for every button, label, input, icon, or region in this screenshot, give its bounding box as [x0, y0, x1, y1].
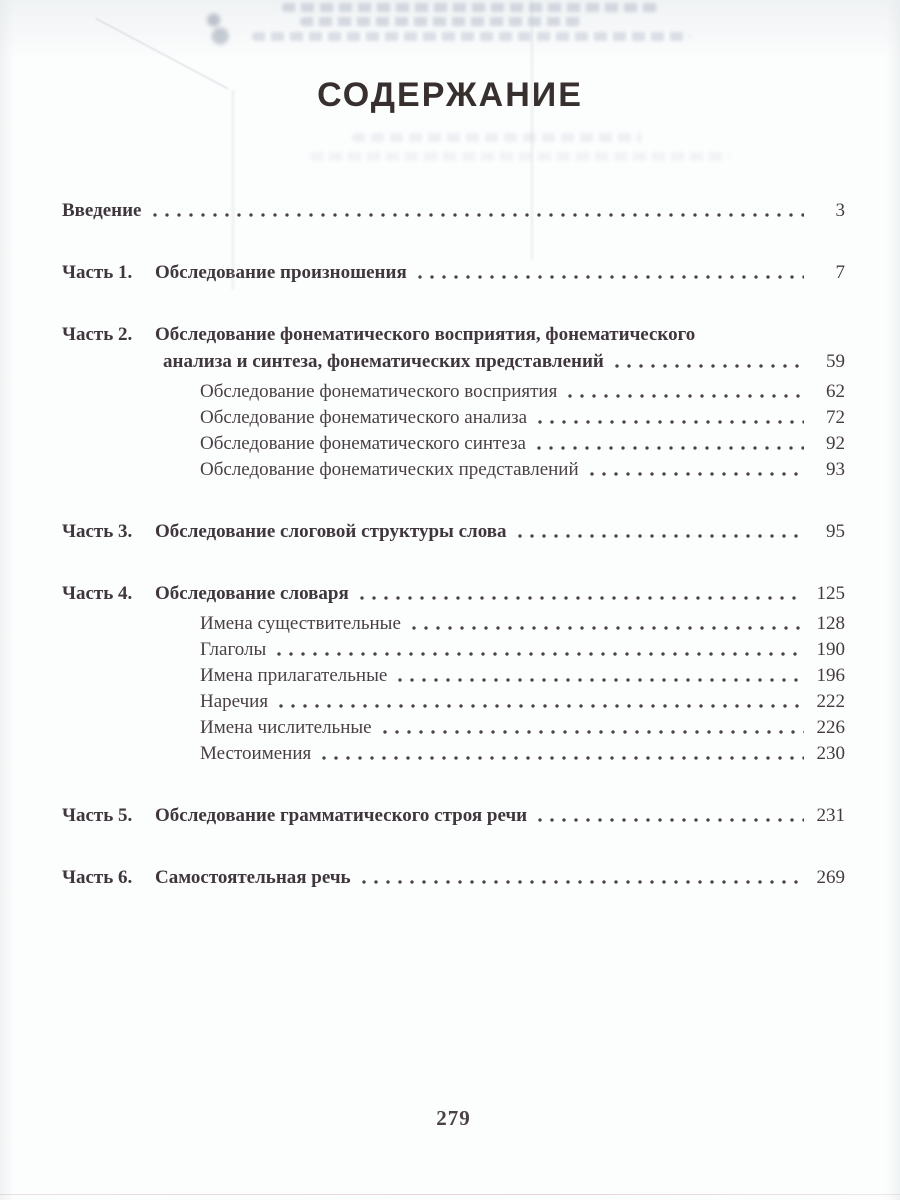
toc-entry-sub: [62, 379, 845, 405]
entry-page-number: 128: [816, 613, 845, 634]
entry-title: Самостоятельная речь: [155, 867, 351, 888]
entry-page-number: 92: [826, 433, 845, 454]
entry-page-number: 231: [816, 805, 845, 826]
dot-leader: [533, 431, 804, 457]
entry-title: Введение: [62, 200, 142, 221]
page-number: 279: [436, 1106, 471, 1130]
toc-entry-sub: [62, 457, 845, 483]
entry-page-number: 7: [835, 262, 845, 283]
scan-artifact-streak: [531, 0, 533, 260]
entry-title: Обследование фонематического восприятия, фонематического: [155, 324, 696, 345]
entry-title: Обследование фонематических представлений: [200, 459, 579, 480]
bleed-through-logo: [196, 8, 240, 48]
dot-leader: [564, 379, 804, 405]
entry-title: Обследование слоговой структуры слова: [155, 521, 507, 542]
entry-page-number: 196: [816, 665, 845, 686]
entry-title: Обследование грамматического строя речи: [155, 805, 528, 826]
bleed-through-text: [352, 133, 642, 142]
entry-title: Имена существительные: [200, 613, 401, 634]
toc-entry-part: [62, 802, 845, 829]
entry-label: Часть 4.: [62, 583, 133, 604]
entry-page-number: 59: [826, 351, 845, 372]
dot-leader: [379, 715, 804, 741]
toc-entry-part: [62, 864, 845, 891]
page-title: СОДЕРЖАНИЕ: [317, 76, 583, 114]
dot-leader: [414, 259, 804, 286]
entry-page-number: 125: [816, 583, 845, 604]
entry-label: Часть 5.: [62, 805, 133, 826]
toc-entry-continuation: [62, 348, 845, 375]
dot-leader: [534, 405, 804, 431]
toc-entry-intro: [62, 197, 845, 224]
entry-title: Обследование фонематического анализа: [200, 407, 528, 428]
entry-page-number: 269: [816, 867, 845, 888]
entry-label: Часть 6.: [62, 867, 133, 888]
entry-title: Глаголы: [200, 639, 267, 660]
entry-title: Имена прилагательные: [200, 665, 388, 686]
bleed-through-text: [310, 152, 730, 161]
dot-leader: [611, 348, 804, 375]
dot-leader: [394, 663, 804, 689]
bleed-through-text: [252, 32, 690, 41]
bleed-through-text: [300, 17, 582, 26]
entry-page-number: 226: [816, 717, 845, 738]
toc-entry-part: [62, 580, 845, 607]
toc-entry-part: [62, 259, 845, 286]
bleed-through-text: [282, 3, 660, 12]
scan-bottom-edge: [0, 1194, 900, 1195]
scan-artifact-streak: [232, 90, 234, 290]
entry-title: Обследование произношения: [155, 262, 407, 283]
entry-title-line2: анализа и синтеза, фонематических представлений: [163, 351, 604, 372]
toc-entry-part: [62, 321, 845, 348]
entry-page-number: 230: [816, 743, 845, 764]
dot-leader: [275, 689, 804, 715]
entry-page-number: 95: [826, 521, 845, 542]
dot-leader: [273, 637, 804, 663]
toc-entry-sub: [62, 715, 845, 741]
entry-page-number: 93: [826, 459, 845, 480]
toc-entry-sub: [62, 611, 845, 637]
entry-title: Обследование фонематического восприятия: [200, 381, 558, 402]
toc-entry-sub: [62, 637, 845, 663]
entry-page-number: 62: [826, 381, 845, 402]
entry-page-number: 190: [816, 639, 845, 660]
entry-title: Обследование словаря: [155, 583, 349, 604]
entry-title: Обследование фонематического синтеза: [200, 433, 526, 454]
entry-page-number: 72: [826, 407, 845, 428]
toc-entry-sub: [62, 689, 845, 715]
table-of-contents: [62, 197, 845, 891]
entry-page-number: 3: [835, 200, 845, 221]
entry-page-number: 222: [816, 691, 845, 712]
dot-leader: [408, 611, 804, 637]
dot-leader: [586, 457, 804, 483]
dot-leader: [149, 197, 805, 224]
entry-label: Часть 1.: [62, 262, 133, 283]
entry-label: Часть 3.: [62, 521, 133, 542]
dot-leader: [534, 802, 804, 829]
toc-entry-part: [62, 518, 845, 545]
dot-leader: [318, 741, 804, 767]
entry-title: Имена числительные: [200, 717, 372, 738]
toc-entry-sub: [62, 741, 845, 767]
dot-leader: [356, 580, 804, 607]
toc-entry-sub: [62, 431, 845, 457]
toc-entry-sub: [62, 663, 845, 689]
dot-leader: [514, 518, 804, 545]
dot-leader: [358, 864, 804, 891]
toc-entry-sub: [62, 405, 845, 431]
entry-title: Наречия: [200, 691, 269, 712]
entry-label: Часть 2.: [62, 324, 133, 345]
entry-title: Местоимения: [200, 743, 312, 764]
